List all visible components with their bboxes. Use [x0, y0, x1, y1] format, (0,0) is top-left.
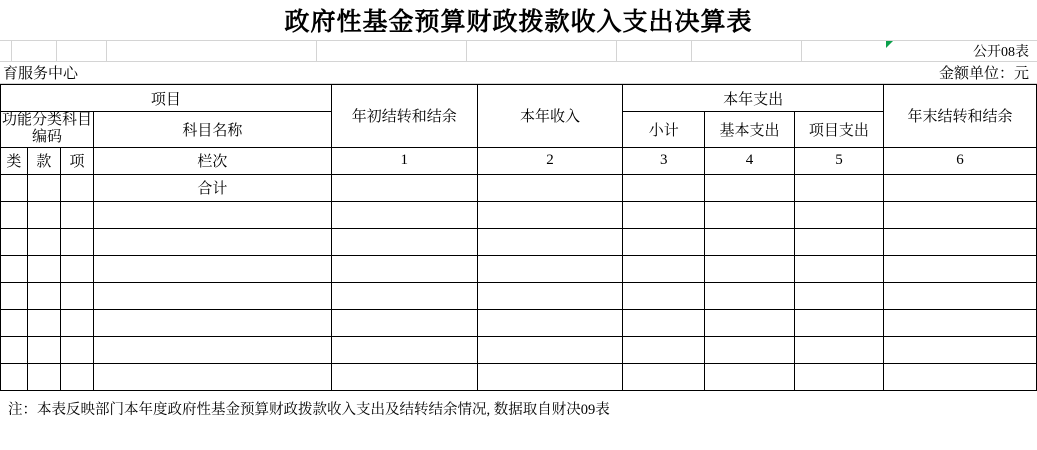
- cell-class[interactable]: [1, 363, 28, 390]
- table-row: [1, 336, 1037, 363]
- header-class: 类: [1, 147, 28, 174]
- cell-class[interactable]: [1, 228, 28, 255]
- header-basic-expenditure: 基本支出: [705, 112, 795, 148]
- header-begin-balance: 年初结转和结余: [331, 85, 477, 148]
- table-row: [1, 255, 1037, 282]
- header-func-class-code: 功能分类科目编码: [2, 112, 93, 146]
- header-year-income: 本年收入: [477, 85, 623, 148]
- page-title: 政府性基金预算财政拨款收入支出决算表: [284, 9, 753, 36]
- cell-subtotal[interactable]: [623, 255, 705, 282]
- footer-note: 注：本表反映部门本年度政府性基金预算财政拨款收入支出及结转结余情况, 数据取自财决09表: [8, 401, 610, 418]
- cell-basic-expenditure[interactable]: [705, 336, 795, 363]
- cell-subject-name[interactable]: [94, 282, 332, 309]
- cell-subject-name[interactable]: [94, 255, 332, 282]
- total-subtotal[interactable]: [623, 174, 705, 201]
- column-number-1: 1: [331, 147, 477, 174]
- cell-subject-name[interactable]: [94, 201, 332, 228]
- column-number-row: [1, 147, 1037, 174]
- cell-end-balance[interactable]: [883, 228, 1036, 255]
- cell-end-balance[interactable]: [883, 282, 1036, 309]
- header-project-expenditure: 项目支出: [794, 112, 883, 148]
- table-row: [1, 309, 1037, 336]
- cell-class[interactable]: [1, 336, 28, 363]
- cell-class[interactable]: [1, 282, 28, 309]
- cell-begin-balance[interactable]: [331, 309, 477, 336]
- table-row: [1, 363, 1037, 390]
- unit-row: [0, 62, 1037, 84]
- total-label: 合计: [94, 174, 332, 201]
- cell-begin-balance[interactable]: [331, 255, 477, 282]
- cell-begin-balance[interactable]: [331, 282, 477, 309]
- column-number-4: 4: [705, 147, 795, 174]
- cell-subtotal[interactable]: [623, 282, 705, 309]
- total-begin-balance[interactable]: [331, 174, 477, 201]
- grid-cell: [692, 41, 802, 61]
- cell-subtotal[interactable]: [623, 336, 705, 363]
- cell-item[interactable]: [60, 363, 93, 390]
- cell-subject-name[interactable]: [94, 363, 332, 390]
- header-item-group: 项目: [1, 85, 332, 112]
- grid-cell: [467, 41, 617, 61]
- form-number: 公开08表: [973, 45, 1029, 60]
- cell-section[interactable]: [27, 336, 60, 363]
- cell-item[interactable]: [60, 228, 93, 255]
- total-basic-expenditure[interactable]: [705, 174, 795, 201]
- cell-section[interactable]: [27, 228, 60, 255]
- cell-subject-name[interactable]: [94, 228, 332, 255]
- budget-table: [0, 84, 1037, 391]
- cell-project-expenditure[interactable]: [794, 309, 883, 336]
- column-number-3: 3: [623, 147, 705, 174]
- cell-begin-balance[interactable]: [331, 363, 477, 390]
- table-row: [1, 201, 1037, 228]
- total-cell-item[interactable]: [60, 174, 93, 201]
- form-number-row: [0, 40, 1037, 62]
- cell-project-expenditure[interactable]: [794, 228, 883, 255]
- cell-subject-name[interactable]: [94, 309, 332, 336]
- total-project-expenditure[interactable]: [794, 174, 883, 201]
- cell-basic-expenditure[interactable]: [705, 309, 795, 336]
- cell-class[interactable]: [1, 309, 28, 336]
- cell-project-expenditure[interactable]: [794, 336, 883, 363]
- cell-end-balance[interactable]: [883, 201, 1036, 228]
- cell-basic-expenditure[interactable]: [705, 363, 795, 390]
- amount-unit: 金额单位：元: [938, 66, 1029, 82]
- header-item: 项: [60, 147, 93, 174]
- cell-subtotal[interactable]: [623, 228, 705, 255]
- cell-item[interactable]: [60, 309, 93, 336]
- comment-marker-icon: [886, 41, 893, 48]
- cell-end-balance[interactable]: [883, 336, 1036, 363]
- column-number-5: 5: [794, 147, 883, 174]
- cell-basic-expenditure[interactable]: [705, 282, 795, 309]
- cell-year-income[interactable]: [477, 201, 623, 228]
- cell-section[interactable]: [27, 201, 60, 228]
- cell-year-income[interactable]: [477, 255, 623, 282]
- cell-section[interactable]: [27, 309, 60, 336]
- cell-subject-name[interactable]: [94, 336, 332, 363]
- cell-basic-expenditure[interactable]: [705, 201, 795, 228]
- cell-project-expenditure[interactable]: [794, 201, 883, 228]
- cell-section[interactable]: [27, 282, 60, 309]
- cell-section[interactable]: [27, 363, 60, 390]
- header-expenditure-group: 本年支出: [623, 85, 884, 112]
- cell-project-expenditure[interactable]: [794, 363, 883, 390]
- cell-item[interactable]: [60, 282, 93, 309]
- cell-year-income[interactable]: [477, 228, 623, 255]
- cell-year-income[interactable]: [477, 363, 623, 390]
- total-cell-class[interactable]: [1, 174, 28, 201]
- grid-cell: [317, 41, 467, 61]
- table-row: [1, 228, 1037, 255]
- cell-section[interactable]: [27, 255, 60, 282]
- cell-begin-balance[interactable]: [331, 201, 477, 228]
- grid-cell: [617, 41, 692, 61]
- cell-year-income[interactable]: [477, 336, 623, 363]
- cell-year-income[interactable]: [477, 309, 623, 336]
- title-row: [0, 0, 1037, 40]
- cell-project-expenditure[interactable]: [794, 282, 883, 309]
- cell-class[interactable]: [1, 201, 28, 228]
- header-subtotal: 小计: [623, 112, 705, 148]
- unit-name: 育服务中心: [3, 66, 79, 82]
- cell-subtotal[interactable]: [623, 201, 705, 228]
- cell-subtotal[interactable]: [623, 309, 705, 336]
- header-row-groups: [1, 85, 1037, 112]
- cell-project-expenditure[interactable]: [794, 255, 883, 282]
- total-cell-section[interactable]: [27, 174, 60, 201]
- cell-year-income[interactable]: [477, 282, 623, 309]
- total-row: [1, 174, 1037, 201]
- grid-cell: [0, 41, 12, 61]
- column-number-label: 栏次: [94, 147, 332, 174]
- cell-item[interactable]: [60, 336, 93, 363]
- column-number-2: 2: [477, 147, 623, 174]
- grid-cell: [57, 41, 107, 61]
- table-row: [1, 282, 1037, 309]
- cell-end-balance[interactable]: [883, 255, 1036, 282]
- cell-item[interactable]: [60, 255, 93, 282]
- cell-basic-expenditure[interactable]: [705, 255, 795, 282]
- cell-basic-expenditure[interactable]: [705, 228, 795, 255]
- total-end-balance[interactable]: [883, 174, 1036, 201]
- cell-end-balance[interactable]: [883, 309, 1036, 336]
- column-number-6: 6: [883, 147, 1036, 174]
- grid-cell: [12, 41, 57, 61]
- total-year-income[interactable]: [477, 174, 623, 201]
- header-end-balance: 年末结转和结余: [883, 85, 1036, 148]
- grid-cell: [107, 41, 317, 61]
- cell-end-balance[interactable]: [883, 363, 1036, 390]
- cell-begin-balance[interactable]: [331, 336, 477, 363]
- header-section: 款: [27, 147, 60, 174]
- cell-class[interactable]: [1, 255, 28, 282]
- cell-begin-balance[interactable]: [331, 228, 477, 255]
- cell-subtotal[interactable]: [623, 363, 705, 390]
- header-subject-name: 科目名称: [94, 112, 332, 148]
- cell-item[interactable]: [60, 201, 93, 228]
